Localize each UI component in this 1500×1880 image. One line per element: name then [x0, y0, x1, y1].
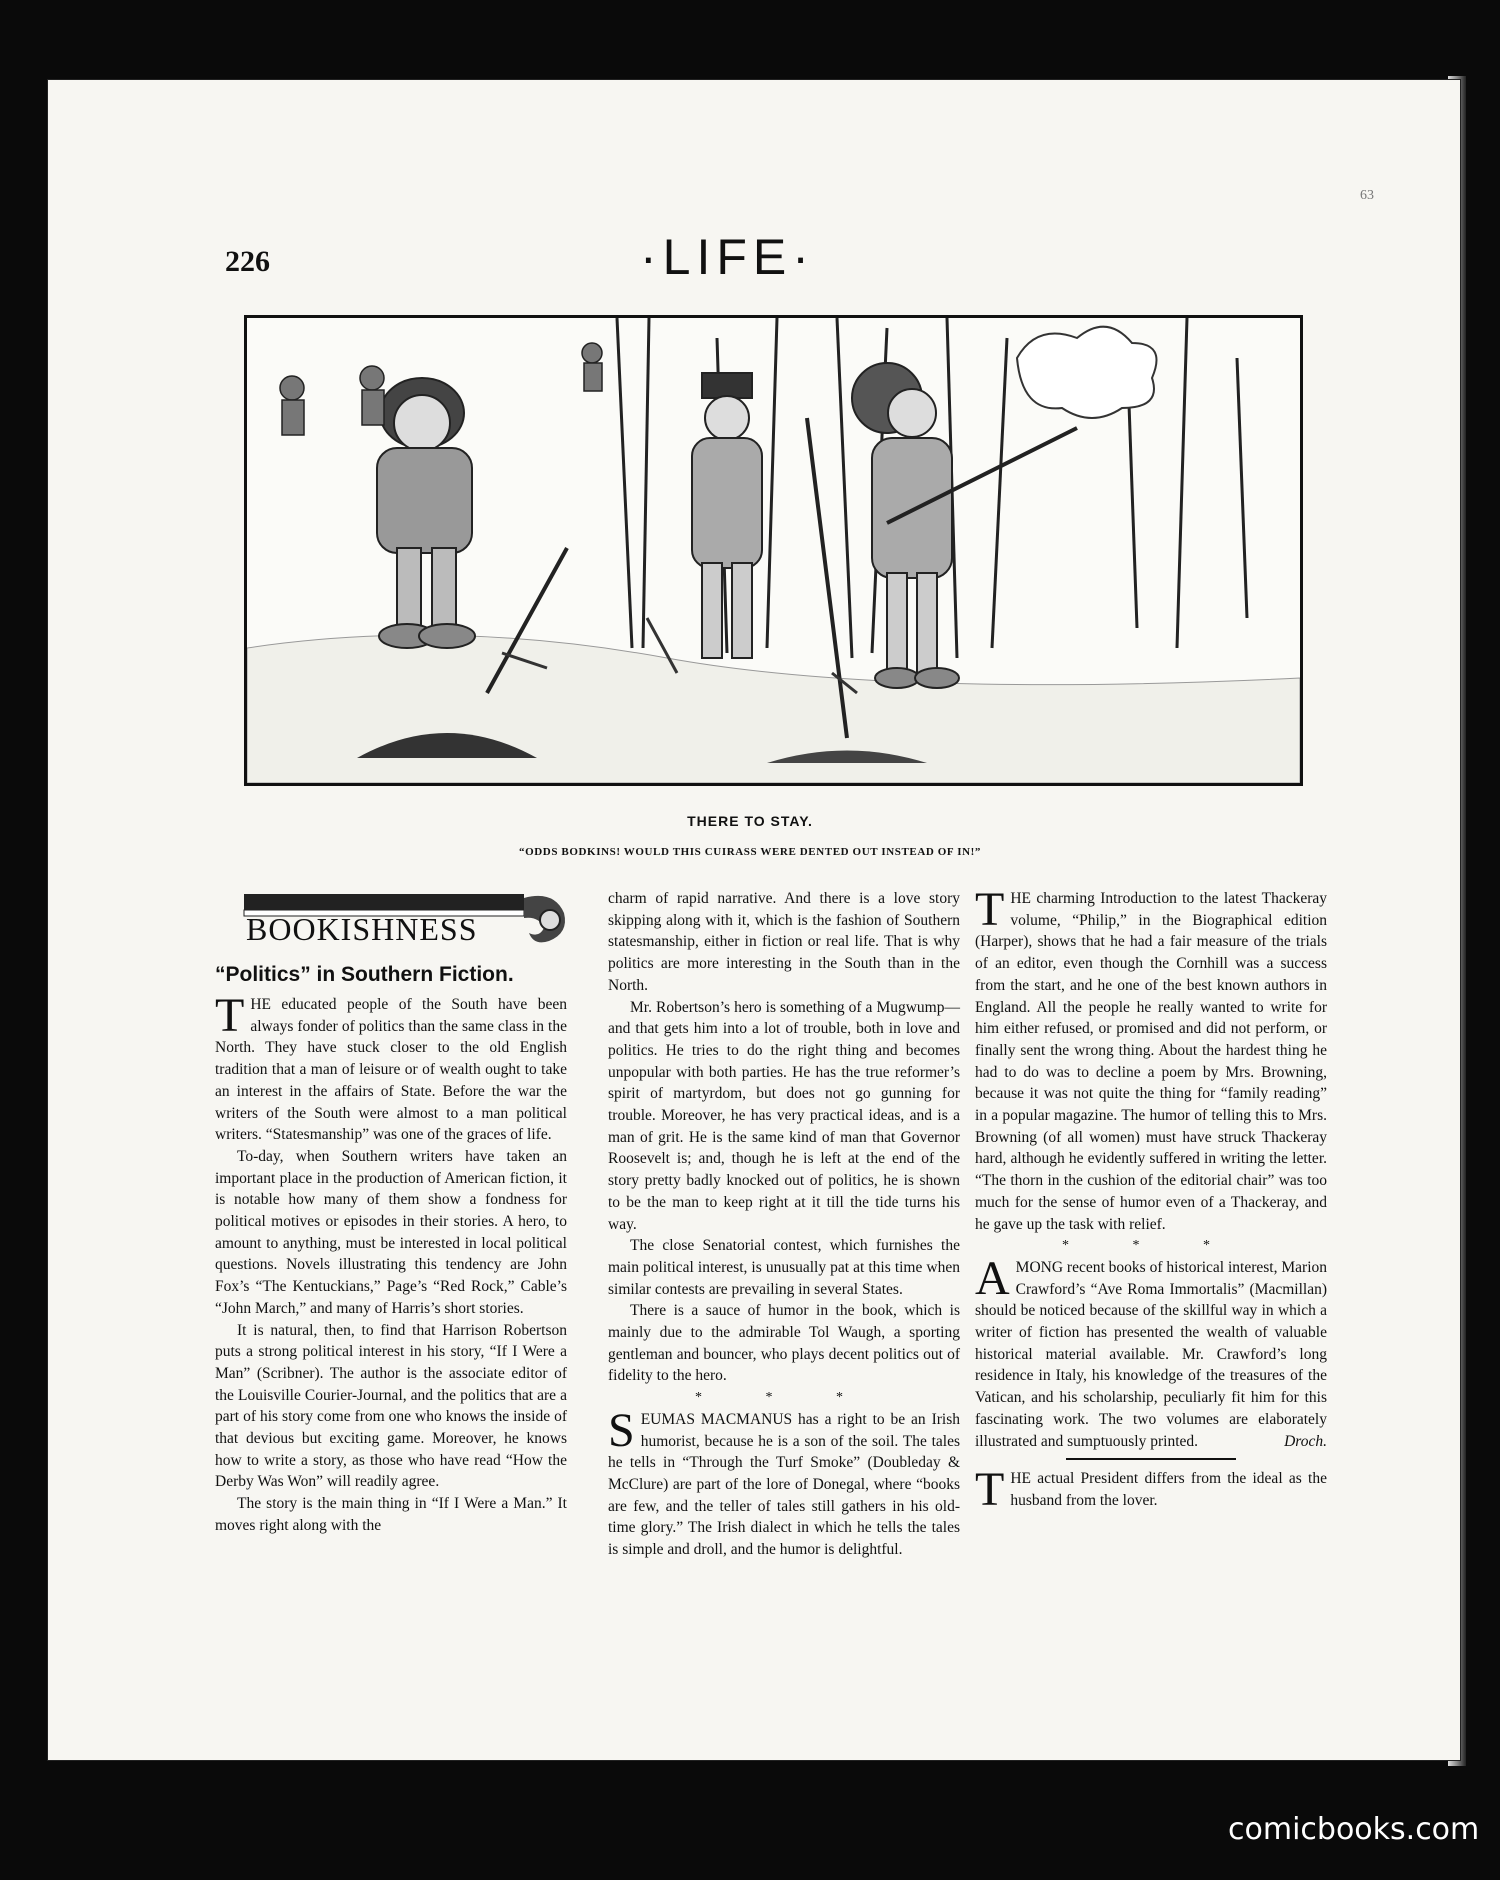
article-heading: “Politics” in Southern Fiction.: [215, 963, 514, 986]
margin-pencil-mark: 63: [1360, 188, 1374, 203]
bookishness-banner: [240, 890, 580, 948]
paragraph: Mr. Robertson’s hero is something of a Mugwump—and that gets him into a lot of trouble, both in love and politics. He tries to do the right thing and becomes unpopular with both parties. He has the true reformer’s spirit of martyrdom, but does not go gunning for trouble. Moreover, he has very practical ideas, and is a man of grit. He is the same kind of man that Governor Roosevelt is; and, though he is left at the end of the story pretty badly knocked out of politics, he is shown to be the man to keep right at it till the tide turns his way.: [608, 998, 960, 1233]
paragraph: AMONG recent books of historical interest, Marion Crawford’s “Ave Roma Immortalis” (Macmillan) should be noticed because of the skillful way in which a writer of fiction has presented the wealth of valuable historical material available. Mr. Crawford’s long residence in Italy, his knowledge of the treasures of the Vatican, and his scholarship, peculiarly fit him for this fascinating work. The two volumes are elaborately illustrated and sumptuously printed. Droch.: [975, 1257, 1327, 1452]
illustration-drawing: [247, 318, 1300, 783]
paragraph: THE educated people of the South have been always fonder of politics than the same class in the North. They have stuck closer to the old English tradition that a man of leisure or of wealth ought to take an interest in the affairs of State. Before the war the writers of the South were almost to a man political writers. “Statesmanship” was one of the graces of life.: [215, 989, 567, 1144]
drop-cap: S: [608, 1403, 635, 1457]
paragraph: SEUMAS MACMANUS has a right to be an Irish humorist, because he is a son of the soil. The tales he tells in “Through the Turf Smoke” (Doubleday & McClure) are part of the lore of Donegal, where “books are few, and the teller of tales still gathers in his old-time glory.” The Irish dialect in which he tells the tales is simple and droll, and the humor is delightful.: [608, 1403, 960, 1559]
watermark-logo: comicbooks.com: [1228, 1812, 1480, 1847]
author-signature: Droch.: [1284, 1432, 1327, 1450]
page-number: 226: [225, 245, 270, 278]
drop-cap: T: [215, 989, 245, 1042]
section-separator: * * *: [695, 1390, 873, 1406]
paragraph: There is a sauce of humor in the book, which is mainly due to the admirable Tol Waugh, a sporting gentleman and bouncer, who plays decent politics out of fidelity to the hero.: [608, 1302, 960, 1385]
divider-rule: [1066, 1458, 1236, 1460]
paragraph: THE charming Introduction to the latest Thackeray volume, “Philip,” in the Biographical edition (Harper), shows that he had a fair measure of the trials of an editor, even though the Cornhill was a success from the start, and he one of the best known authors in England. All the people he really wanted to write for him either refused, or promised and did not perform, or finally sent the wrong thing. About the hardest thing he had to do was to decline a poem by Mrs. Browning, because it was not quite the thing for “family reading” in a popular magazine. The humor of telling this to Mrs. Browning (of all women) must have struck Thackeray hard, although he evidently suffered in writing the letter. “The thorn in the cushion of the editorial chair” was too much for the sense of humor even of a Thackeray, and he gave up the task with relief.: [975, 883, 1327, 1233]
paragraph: The close Senatorial contest, which furnishes the main political interest, is unusually pat at this time when similar contests are prevailing in several States.: [608, 1237, 960, 1298]
banner-text: BOOKISHNESS: [246, 911, 478, 947]
cartoon-illustration: [244, 315, 1303, 786]
column-3: [975, 883, 1327, 1517]
paragraph: charm of rapid narrative. And there is a love story skipping along with it, which is the fashion of Southern statesmanship, either in fiction or real life. That is why politics are more interesting in the South than in the North.: [608, 890, 960, 994]
illustration-quote: “ODDS BODKINS! WOULD THIS CUIRASS WERE DENTED OUT INSTEAD OF IN!”: [519, 846, 981, 858]
section-separator: * * *: [1062, 1238, 1240, 1254]
illustration-title: THERE TO STAY.: [687, 813, 813, 829]
drop-cap: T: [975, 1463, 1005, 1517]
drop-cap: A: [975, 1251, 1010, 1305]
paragraph: The story is the main thing in “If I Were a Man.” It moves right along with the: [215, 1495, 567, 1534]
paragraph: It is natural, then, to find that Harrison Robertson puts a strong political interest in his story, “If I Were a Man” (Scribner). The author is the associate editor of the Louisville Courier-Journal, and the politics that are a part of his story come from one who knows the inside of that devious but exciting game. Moreover, he knows how to write a story, as those who have read “How the Derby Was Won” will readily agree.: [215, 1321, 567, 1491]
column-1: [215, 962, 567, 1537]
paragraph: To-day, when Southern writers have taken an important place in the production of American fiction, it is notable how many of them show a fondness for political motives or episodes in their stories. A hero, to amount to anything, must be interested in local political questions. Novels illustrating this tendency are John Fox’s “The Kentuckians,” Page’s “Red Rock,” Cable’s “John March,” and many of Harris’s short stories.: [215, 1147, 567, 1317]
drop-cap: T: [975, 883, 1005, 936]
paragraph: THE actual President differs from the ideal as the husband from the lover.: [975, 1463, 1327, 1517]
masthead-title: ·LIFE·: [640, 229, 815, 285]
column-2: [608, 888, 960, 1561]
